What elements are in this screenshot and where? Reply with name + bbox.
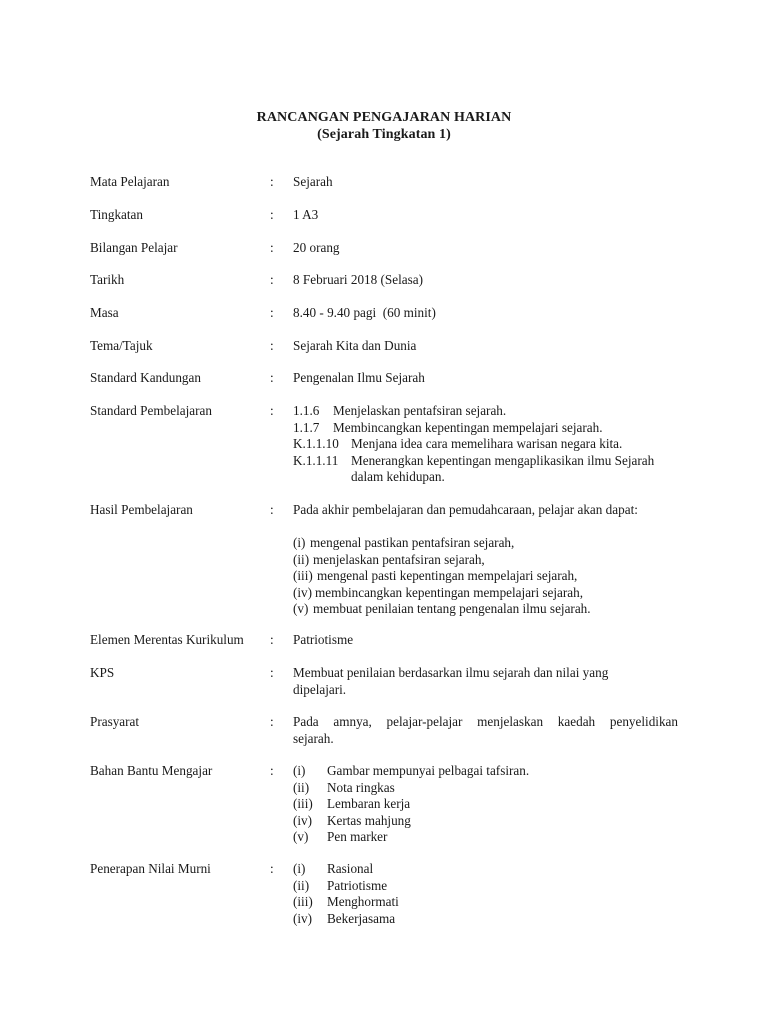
kps-line: dipelajari.	[293, 681, 347, 697]
prasyarat-line: Pada amnya, pelajar-pelajar menjelaskan kaedah penyelidikan	[293, 714, 678, 729]
item-text: Gambar mempunyai pelbagai tafsiran.	[327, 763, 530, 778]
prasyarat-content	[293, 714, 678, 747]
item-text: Menjelaskan pentafsiran sejarah.	[333, 403, 507, 418]
list-item	[293, 568, 678, 585]
bahan-bantu-list	[293, 763, 678, 846]
label-bilangan-pelajar: Bilangan Pelajar	[90, 240, 178, 255]
document-subtitle: (Sejarah Tingkatan 1)	[317, 127, 451, 142]
label-standard-pembelajaran: Standard Pembelajaran	[90, 403, 212, 418]
value-tingkatan: 1 A3	[293, 207, 319, 222]
item-number: (i)	[293, 535, 306, 550]
list-item	[293, 878, 678, 895]
list-item	[293, 535, 678, 552]
colon: :	[270, 305, 274, 320]
list-item	[293, 763, 678, 780]
item-text: Patriotisme	[327, 877, 388, 893]
label-tingkatan: Tingkatan	[90, 207, 144, 222]
label-masa: Masa	[90, 305, 119, 320]
label-kps: KPS	[90, 665, 115, 680]
list-item	[293, 403, 678, 420]
item-number: (iv)	[293, 812, 313, 828]
value-mata-pelajaran: Sejarah	[293, 174, 333, 189]
item-text: Bekerjasama	[327, 910, 396, 926]
item-text: Menjana idea cara memelihara warisan negara kita.	[351, 436, 623, 451]
colon: :	[270, 207, 274, 222]
label-standard-kandungan: Standard Kandungan	[90, 370, 201, 385]
list-item	[293, 813, 678, 830]
colon: :	[270, 338, 274, 353]
list-item	[293, 861, 678, 878]
item-number: (i)	[293, 861, 306, 876]
prasyarat-line: sejarah.	[293, 730, 334, 746]
value-tarikh: 8 Februari 2018 (Selasa)	[293, 272, 424, 287]
list-item	[293, 552, 678, 569]
list-item	[293, 420, 678, 437]
colon: :	[270, 502, 274, 517]
label-elemen-merentas-kurikulum: Elemen Merentas Kurikulum	[90, 632, 244, 647]
item-text: menjelaskan pentafsiran sejarah,	[313, 551, 485, 567]
value-elemen-merentas-kurikulum: Patriotisme	[293, 632, 354, 647]
item-text: membuat penilaian tentang pengenalan ilmu sejarah.	[313, 601, 591, 616]
item-number: (iv)	[293, 584, 313, 600]
label-tema-tajuk: Tema/Tajuk	[90, 338, 153, 353]
item-text: mengenal pastikan pentafsiran sejarah,	[310, 535, 515, 550]
list-item	[293, 601, 678, 618]
item-number: (ii)	[293, 877, 310, 893]
list-item	[293, 436, 678, 453]
colon: :	[270, 403, 274, 418]
item-code: 1.1.7	[293, 419, 320, 435]
colon: :	[270, 174, 274, 189]
item-number: (iii)	[293, 894, 313, 909]
label-tarikh: Tarikh	[90, 272, 125, 287]
item-number: (iv)	[293, 910, 313, 926]
kps-line: Membuat penilaian berdasarkan ilmu sejarah dan nilai yang	[293, 665, 609, 680]
item-code: K.1.1.10	[293, 436, 339, 451]
value-standard-kandungan: Pengenalan Ilmu Sejarah	[293, 370, 425, 385]
item-text: membincangkan kepentingan mempelajari sejarah,	[315, 584, 584, 600]
value-bilangan-pelajar: 20 orang	[293, 240, 340, 255]
list-item	[293, 796, 678, 813]
colon: :	[270, 370, 274, 385]
colon: :	[270, 632, 274, 647]
item-text: Lembaran kerja	[327, 796, 411, 811]
item-text: Membincangkan kepentingan mempelajari sejarah.	[333, 419, 603, 435]
value-tema-tajuk: Sejarah Kita dan Dunia	[293, 338, 417, 353]
item-number: (i)	[293, 763, 306, 778]
item-number: (v)	[293, 829, 309, 844]
item-text: Kertas mahjung	[327, 812, 411, 828]
item-text: Nota ringkas	[327, 779, 395, 795]
document-title: RANCANGAN PENGAJARAN HARIAN	[256, 110, 512, 125]
label-bahan-bantu-mengajar: Bahan Bantu Mengajar	[90, 763, 213, 778]
nilai-murni-list	[293, 861, 678, 927]
item-text: Rasional	[327, 861, 374, 876]
colon: :	[270, 861, 274, 876]
colon: :	[270, 714, 274, 729]
item-text-continued: dalam kehidupan.	[351, 469, 445, 484]
label-hasil-pembelajaran: Hasil Pembelajaran	[90, 502, 193, 517]
value-masa: 8.40 - 9.40 pagi (60 minit)	[293, 305, 436, 320]
label-penerapan-nilai-murni: Penerapan Nilai Murni	[90, 861, 211, 876]
item-text: Menghormati	[327, 894, 399, 909]
list-item	[293, 911, 678, 928]
list-item	[293, 829, 678, 846]
label-prasyarat: Prasyarat	[90, 714, 140, 729]
item-number: (iii)	[293, 796, 313, 811]
item-number: (v)	[293, 601, 309, 616]
colon: :	[270, 763, 274, 778]
list-item	[293, 894, 678, 911]
hasil-intro: Pada akhir pembelajaran dan pemudahcaraan, pelajar akan dapat:	[293, 502, 638, 517]
colon: :	[270, 240, 274, 255]
item-code: K.1.1.11	[293, 452, 339, 468]
list-item	[293, 585, 678, 602]
item-number: (ii)	[293, 551, 310, 567]
item-number: (iii)	[293, 568, 313, 583]
label-mata-pelajaran: Mata Pelajaran	[90, 174, 170, 189]
colon: :	[270, 272, 274, 287]
colon: :	[270, 665, 274, 680]
standard-pembelajaran-list	[293, 403, 678, 486]
item-code: 1.1.6	[293, 403, 320, 418]
hasil-pembelajaran-content	[293, 502, 678, 618]
item-text: Pen marker	[327, 829, 388, 844]
item-text: mengenal pasti kepentingan mempelajari sejarah,	[317, 568, 578, 583]
item-text: Menerangkan kepentingan mengaplikasikan ilmu Sejarah	[351, 452, 655, 468]
kps-content	[293, 665, 678, 698]
item-number: (ii)	[293, 779, 310, 795]
list-item	[293, 780, 678, 797]
list-item	[293, 453, 678, 470]
